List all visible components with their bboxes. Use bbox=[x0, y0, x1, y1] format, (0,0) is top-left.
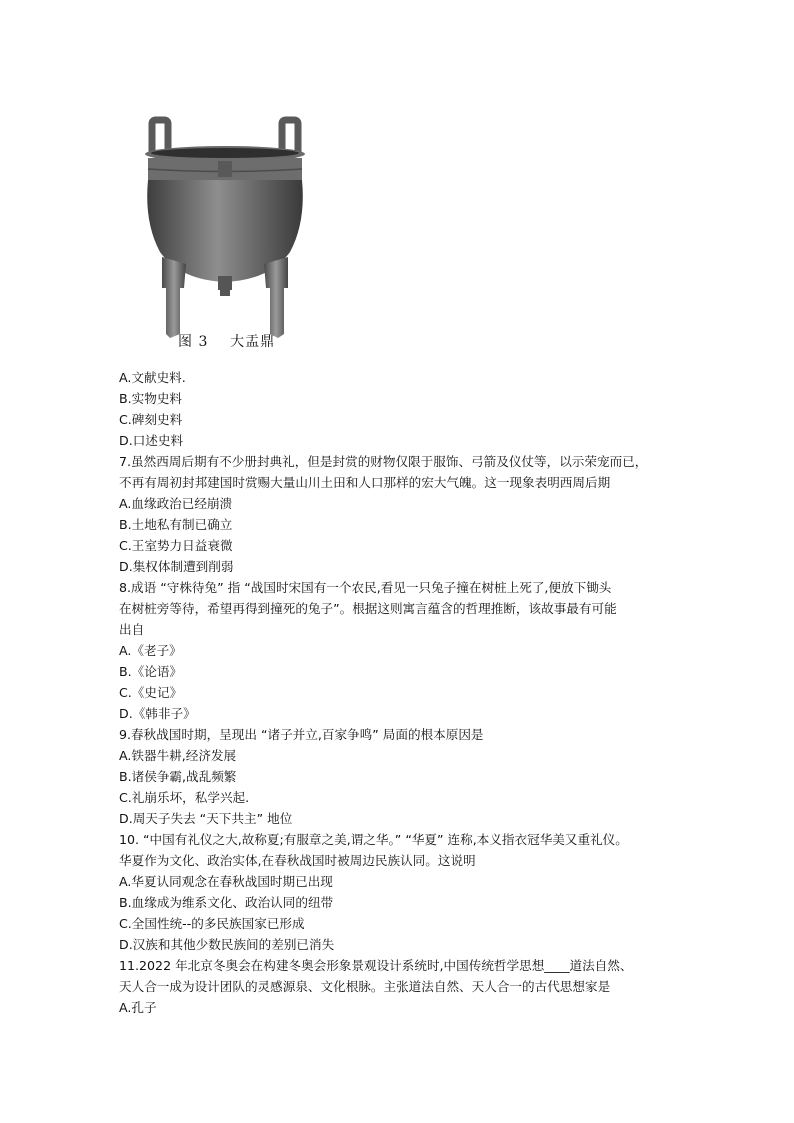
option-b[interactable]: B.《论语》 bbox=[119, 664, 183, 679]
question-stem: 华夏作为文化、政治实体,在春秋战国时被周边民族认同。这说明 bbox=[119, 853, 476, 868]
question-stem: 不再有周初封邦建国时赏赐大量山川土田和人口那样的宏大气魄。这一现象表明西周后期 bbox=[119, 475, 611, 490]
option-d[interactable]: D.口述史料 bbox=[119, 433, 184, 448]
option-a[interactable]: A.铁器牛耕,经济发展 bbox=[119, 748, 237, 763]
option-d[interactable]: D.汉族和其他少数民族间的差别已消失 bbox=[119, 937, 335, 952]
option-a[interactable]: A.孔子 bbox=[119, 1000, 157, 1015]
option-b[interactable]: B.实物史料 bbox=[119, 391, 183, 406]
option-c[interactable]: C.《史记》 bbox=[119, 685, 183, 700]
option-c[interactable]: C.礼崩乐坏，私学兴起. bbox=[119, 790, 250, 805]
question-stem: 出自 bbox=[119, 622, 145, 637]
option-d[interactable]: D.集权体制遭到削弱 bbox=[119, 559, 234, 574]
option-b[interactable]: B.血缘成为维系文化、政治认同的纽带 bbox=[119, 895, 334, 910]
question-stem: 9.春秋战国时期，呈现出 “诸子并立,百家争鸣” 局面的根本原因是 bbox=[119, 727, 484, 742]
question-stem: 7.虽然西周后期有不少册封典礼，但是封赏的财物仅限于服饰、弓箭及仪仗等，以示荣宠而已， bbox=[119, 454, 648, 469]
option-c[interactable]: C.全国性统--的多民族国家已形成 bbox=[119, 916, 305, 931]
option-d[interactable]: D.《韩非子》 bbox=[119, 706, 196, 721]
option-c[interactable]: C.王室势力日益衰微 bbox=[119, 538, 233, 553]
ding-illustration bbox=[140, 112, 310, 348]
option-b[interactable]: B.诸侯争霸,战乱频繁 bbox=[119, 769, 237, 784]
option-c[interactable]: C.碑刻史料 bbox=[119, 412, 183, 427]
bronze-ding-image bbox=[140, 112, 310, 348]
question-stem: 在树桩旁等待，希望再得到撞死的兔子”。根据这则寓言蕴含的哲理推断，该故事最有可能 bbox=[119, 601, 617, 616]
option-a[interactable]: A.《老子》 bbox=[119, 643, 182, 658]
option-a[interactable]: A.文献史料. bbox=[119, 370, 186, 385]
option-a[interactable]: A.华夏认同观念在春秋战国时期已出现 bbox=[119, 874, 333, 889]
option-d[interactable]: D.周天子失去 “天下共主” 地位 bbox=[119, 811, 293, 826]
question-stem: 天人合一成为设计团队的灵感源泉、文化根脉。主张道法自然、天人合一的古代思想家是 bbox=[119, 979, 611, 994]
option-a[interactable]: A.血缘政治已经崩溃 bbox=[119, 496, 233, 511]
question-list bbox=[119, 367, 681, 1018]
figure-caption: 图 3 大盂鼎 bbox=[178, 334, 276, 350]
option-b[interactable]: B.土地私有制已确立 bbox=[119, 517, 233, 532]
question-stem: 10. “中国有礼仪之大,故称夏;有服章之美,谓之华。” “华夏” 连称,本义指衣冠华美又重礼仪。 bbox=[119, 832, 628, 847]
question-stem: 11.2022 年北京冬奥会在构建冬奥会形象景观设计系统时,中国传统哲学思想____道法自然、 bbox=[119, 958, 633, 973]
question-stem: 8.成语 “守株待兔” 指 “战国时宋国有一个农民,看见一只兔子撞在树桩上死了,便放下锄头 bbox=[119, 580, 612, 595]
